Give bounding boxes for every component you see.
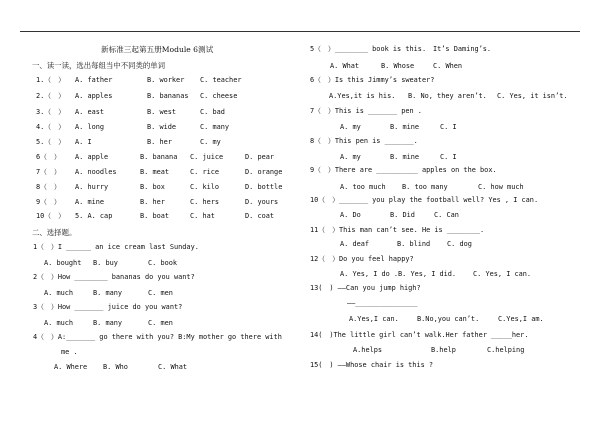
option-a: 5. A. cap bbox=[75, 212, 113, 220]
answer-option: B. blind bbox=[397, 240, 431, 248]
answer-option: C. how much bbox=[478, 183, 524, 191]
question-text: 1（ ）I ______ an ice cream last Sunday. bbox=[33, 243, 199, 251]
option-a: A. hurry bbox=[75, 183, 109, 191]
option-a: A. east bbox=[75, 108, 105, 116]
question-text: 12（ ）Do you feel happy? bbox=[310, 255, 414, 263]
answer-option: C. What bbox=[158, 363, 188, 371]
answer-option: C. men bbox=[148, 319, 173, 327]
option-c: C. juice bbox=[190, 153, 224, 161]
answer-option: A.Yes,I can. bbox=[349, 315, 399, 323]
answer-option: B.help bbox=[431, 346, 456, 354]
item-number: 5.（ ） bbox=[36, 138, 65, 146]
answer-option: B. Who bbox=[103, 363, 128, 371]
question-text: 5（ ）________ book is this. It’s Daming’s. bbox=[310, 45, 492, 53]
question-text-continued: me . bbox=[61, 348, 78, 356]
question-text: 7（ ）This is _______ pen . bbox=[310, 107, 422, 115]
answer-option: C. Yes, it isn’t. bbox=[497, 92, 568, 100]
option-c: C. teacher bbox=[200, 76, 242, 84]
answer-option: A. my bbox=[340, 123, 361, 131]
option-b: B. bananas bbox=[147, 92, 189, 100]
answer-option: C. When bbox=[433, 62, 463, 70]
option-b: B. box bbox=[140, 183, 165, 191]
question-text: 4（ ）A:_______ go there with you? B:My mother go there with bbox=[33, 333, 282, 341]
option-b: B. worker bbox=[147, 76, 185, 84]
section1-heading: 一、读一读，选出每组当中不同类的单词 bbox=[32, 61, 166, 70]
answer-option: B. mine bbox=[390, 153, 420, 161]
answer-option: A. Where bbox=[54, 363, 88, 371]
option-d: D. pear bbox=[245, 153, 275, 161]
question-text: 8（ ）This pen is _______. bbox=[310, 137, 418, 145]
question-text: 15( ) ——Whose chair is this ? bbox=[310, 361, 434, 369]
option-b: B. boat bbox=[140, 212, 170, 220]
option-a: A. mine bbox=[75, 198, 105, 206]
item-number: 1.（ ） bbox=[36, 76, 65, 84]
item-number: 2.（ ） bbox=[36, 92, 65, 100]
option-a: A. I bbox=[75, 138, 92, 146]
answer-option: C.helping bbox=[487, 346, 525, 354]
option-c: C. hat bbox=[190, 212, 215, 220]
option-d: D. bottle bbox=[245, 183, 283, 191]
option-c: C. my bbox=[200, 138, 221, 146]
answer-option: A. deaf bbox=[340, 240, 370, 248]
item-number: 9（ ） bbox=[36, 198, 61, 206]
item-number: 4.（ ） bbox=[36, 123, 65, 131]
answer-option: C. I bbox=[440, 123, 457, 131]
option-d: D. orange bbox=[245, 168, 283, 176]
answer-option: C. Can bbox=[434, 211, 459, 219]
answer-option: C. book bbox=[148, 259, 178, 267]
question-text: 14( )The little girl can’t walk.Her father _____her. bbox=[310, 331, 529, 339]
item-number: 8（ ） bbox=[36, 183, 61, 191]
answer-option: B. Whose bbox=[381, 62, 415, 70]
option-b: B. meat bbox=[140, 168, 170, 176]
option-b: B. banana bbox=[140, 153, 178, 161]
answer-option: B. buy bbox=[93, 259, 118, 267]
answer-option: A. my bbox=[340, 153, 361, 161]
answer-option: A. What bbox=[330, 62, 360, 70]
option-d: D. coat bbox=[245, 212, 275, 220]
item-number: 3.（ ） bbox=[36, 108, 65, 116]
question-text: 9（ ）There are __________ apples on the box. bbox=[310, 166, 497, 174]
answer-option: A.helps bbox=[353, 346, 383, 354]
question-text: 3（ ）How _______ juice do you want? bbox=[33, 303, 183, 311]
option-c: C. rice bbox=[190, 168, 220, 176]
option-a: A. apples bbox=[75, 92, 113, 100]
option-b: B. her bbox=[147, 138, 172, 146]
option-a: A. noodles bbox=[75, 168, 117, 176]
option-c: C. bad bbox=[200, 108, 225, 116]
answer-option: A. much bbox=[44, 319, 74, 327]
question-text: 2（ ）How ________ bananas do you want? bbox=[33, 273, 195, 281]
answer-option: B. Did bbox=[390, 211, 415, 219]
answer-option: B. Yes, I did. bbox=[398, 270, 457, 278]
answer-option: C.Yes,I am. bbox=[498, 315, 544, 323]
answer-option: C. Yes, I can. bbox=[473, 270, 532, 278]
answer-option: B. too many bbox=[402, 183, 448, 191]
answer-option: A. too much bbox=[340, 183, 386, 191]
section2-heading: 二、选择题。 bbox=[32, 228, 77, 237]
page-title: 新标准三起第五册Module 6测试 bbox=[101, 45, 214, 54]
answer-option: B. No, they aren’t. bbox=[408, 92, 487, 100]
item-number: 6（ ） bbox=[36, 153, 61, 161]
item-number: 7（ ） bbox=[36, 168, 61, 176]
question-text: 10（ ）_______ you play the football well? Yes , I can. bbox=[310, 196, 539, 204]
option-c: C. cheese bbox=[200, 92, 238, 100]
option-c: C. hers bbox=[190, 198, 220, 206]
answer-option: B. many bbox=[93, 289, 123, 297]
option-c: C. kilo bbox=[190, 183, 220, 191]
answer-blank-line: ——_______________ bbox=[347, 299, 418, 307]
option-a: A. apple bbox=[75, 153, 109, 161]
option-b: B. wide bbox=[147, 123, 177, 131]
item-number: 10（ ） bbox=[36, 212, 65, 220]
question-text: 11（ ）This man can’t see. He is ________. bbox=[310, 226, 485, 234]
top-rule bbox=[20, 31, 580, 32]
answer-option: A. bought bbox=[44, 259, 82, 267]
answer-option: A. Yes, I do . bbox=[340, 270, 399, 278]
answer-option: C. dog bbox=[447, 240, 472, 248]
answer-option: A. much bbox=[44, 289, 74, 297]
option-b: B. west bbox=[147, 108, 177, 116]
option-a: A. father bbox=[75, 76, 113, 84]
question-text: 6（ ）Is this Jimmy’s sweater? bbox=[310, 76, 435, 84]
answer-option: C. men bbox=[148, 289, 173, 297]
option-a: A. long bbox=[75, 123, 105, 131]
answer-option: C. I bbox=[440, 153, 457, 161]
option-d: D. yours bbox=[245, 198, 279, 206]
answer-option: B. many bbox=[93, 319, 123, 327]
answer-option: B.No,you can’t. bbox=[417, 315, 480, 323]
answer-option: A. Do bbox=[340, 211, 361, 219]
option-c: C. many bbox=[200, 123, 230, 131]
answer-option: A.Yes,it is his. bbox=[329, 92, 396, 100]
option-b: B. her bbox=[140, 198, 165, 206]
question-text: 13( ) ——Can you jump high? bbox=[310, 284, 421, 292]
answer-option: B. mine bbox=[390, 123, 420, 131]
